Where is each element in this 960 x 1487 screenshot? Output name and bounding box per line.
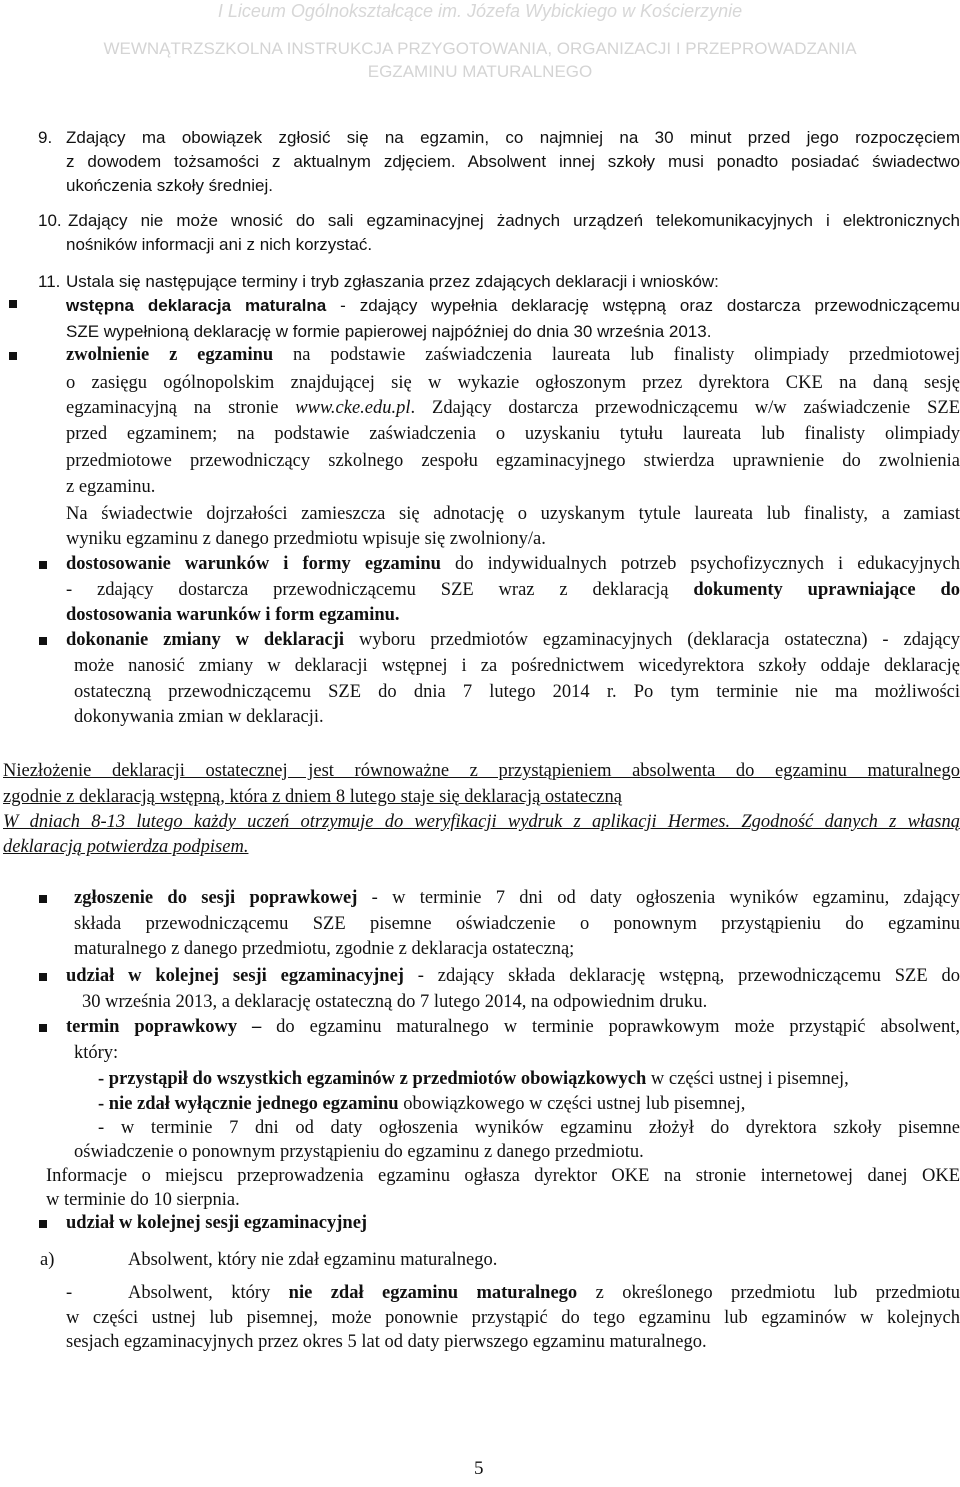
b1-line2: SZE wypełnioną deklarację w formie papierowej najpóźniej do dnia 30 września 2013.	[66, 322, 712, 341]
c2-line2: 30 września 2013, a deklarację ostateczną do 7 lutego 2014, na odpowiednim druku.	[82, 992, 708, 1012]
b3-line2-bold: dokumenty uprawniające do	[693, 580, 960, 600]
bullet-square-icon	[39, 1220, 47, 1228]
b1-line1-text: - zdający wypełnia deklarację wstępną oraz dostarcza przewodniczącemu	[326, 296, 960, 315]
c3-dash2-bold: - nie zdał wyłącznie jednego egzaminu	[98, 1094, 399, 1114]
c2-line1	[66, 964, 960, 990]
c3-dash2-text: obowiązkowego w części ustnej lub pisemnej,	[398, 1094, 746, 1114]
bullet-square-icon	[39, 973, 47, 981]
c4-dash: -	[66, 1283, 73, 1303]
item-10-line2: nośników informacji ani z nich korzystać.	[66, 235, 373, 254]
c1-bold-label: zgłoszenie do sesji poprawkowej	[74, 888, 358, 908]
b1-line1	[66, 293, 960, 318]
b3-line3-bold: dostosowania warunków i form egzaminu.	[66, 605, 400, 625]
b3-line3	[66, 603, 400, 629]
c4-d-line3: sesjach egzaminacyjnych przez okres 5 lat od daty pierwszego egzaminu maturalnego.	[66, 1332, 707, 1352]
page-number: 5	[474, 1458, 484, 1479]
b4-line3: ostateczną przewodniczącemu SZE do dnia 7 lutego 2014 r. Po tym terminie nie ma możliwości	[74, 682, 960, 702]
item-9-number: 9.	[38, 128, 53, 147]
b2-bold-label: zwolnienie z egzaminu	[66, 345, 274, 365]
c4-bold-label: udział w kolejnej sesji egzaminacyjnej	[66, 1213, 368, 1233]
bullet-square-icon	[9, 300, 17, 308]
bullet-square-icon	[39, 895, 47, 903]
b3-line2-text: - zdający dostarcza przewodniczącemu SZE wraz z deklaracją	[66, 580, 694, 600]
b4-bold-label: dokonanie zmiany w deklaracji	[66, 630, 345, 650]
b1-bold-label: wstępna deklaracja maturalna	[66, 296, 327, 315]
c1-line1-text: - w terminie 7 dni od daty ogłoszenia wyników egzaminu, zdający	[357, 888, 960, 908]
b2-line6: z egzaminu.	[66, 477, 156, 497]
c3-dash1-text: w części ustnej i pisemnej,	[646, 1069, 849, 1089]
c3-dash2	[98, 1092, 745, 1118]
c4-a-text: Absolwent, który nie zdał egzaminu maturalnego.	[128, 1250, 498, 1270]
item-9-line2: z dowodem tożsamości z aktualnym zdjęciem. Absolwent innej szkoły musi ponadto posiadać świadectwo	[66, 152, 960, 171]
c2-bold-label: udział w kolejnej sesji egzaminacyjnej	[66, 966, 404, 986]
bullet-square-icon	[39, 637, 47, 645]
b2-line7: Na świadectwie dojrzałości zamieszcza się adnotację o uzyskanym tytule laureata lub finalisty, a zamiast	[66, 504, 960, 524]
c2-line1-text: - zdający składa deklarację wstępną, przewodniczącemu SZE do	[403, 966, 960, 986]
c3-dash1-bold: - przystąpił do wszystkich egzaminów z przedmiotów obowiązkowych	[98, 1069, 647, 1089]
b3-bold-label: dostosowanie warunków i formy egzaminu	[66, 554, 441, 574]
c4-d-line1-text-end: z określonego przedmiotu lub przedmiotu	[577, 1283, 960, 1303]
b2-line3-text-end: . Zdający dostarcza przewodniczącemu w/w zaświadczenie SZE	[410, 398, 960, 418]
c3-line1	[66, 1015, 960, 1041]
b2-line4: przed egzaminem; na podstawie zaświadczenia o uzyskaniu tytułu laureata lub finalisty olimpiady	[66, 424, 960, 444]
c4-d-line1-bold: nie zdał egzaminu maturalnego	[288, 1283, 578, 1303]
c1-line1	[74, 886, 960, 912]
b4-line4: dokonywania zmian w deklaracji.	[74, 707, 324, 727]
header-title-line2: EGZAMINU MATURALNEGO	[367, 62, 593, 81]
b2-line8: wyniku egzaminu z danego przedmiotu wpisuje się zwolniony/a.	[66, 529, 546, 549]
b2-line3	[66, 396, 960, 422]
b4-line1-text: wyboru przedmiotów egzaminacyjnych (deklaracja ostateczna) - zdający	[344, 630, 960, 650]
c4-d-line1	[128, 1281, 960, 1307]
c3-info-line2: w terminie do 10 sierpnia.	[46, 1190, 240, 1210]
c1-line3: maturalnego z danego przedmiotu, zgodnie z deklaracja ostateczną;	[74, 939, 575, 959]
b4-line1	[66, 628, 960, 654]
cke-website-link[interactable]: www.cke.edu.pl	[295, 398, 411, 418]
c4-d-line2: w części ustnej lub pisemnej, może ponownie przystąpić do tego egzaminu lub egzaminów w kolejnych	[66, 1308, 960, 1328]
c3-dash3-line2: oświadczenie o ponownym przystąpieniu do egzaminu z danego przedmiotu.	[74, 1142, 644, 1162]
item-11-intro: Ustala się następujące terminy i tryb zgłaszania przez zdających deklaracji i wniosków:	[66, 272, 719, 291]
item-9-line3: ukończenia szkoły średniej.	[66, 176, 273, 195]
b2-line2: o zasięgu ogólnopolskim znajdującej się w wykazie ogłoszonym przez dyrektora CKE na daną sesję	[66, 373, 960, 393]
item-9-line1: Zdający ma obowiązek zgłosić się na egzamin, co najmniej na 30 minut przed jego rozpoczęciem	[66, 128, 960, 147]
b3-line2	[66, 578, 960, 604]
bullet-square-icon	[9, 352, 17, 360]
b4-line2: może nanosić zmiany w deklaracji wstępnej i za pośrednictwem wicedyrektora szkoły oddaje deklarację	[74, 656, 960, 676]
c3-info-line1: Informacje o miejscu przeprowadzenia egzaminu ogłasza dyrektor OKE na stronie internetowej danej OKE	[46, 1166, 960, 1186]
c3-dash3-line1: - w terminie 7 dni od daty ogłoszenia wyników egzaminu złożył do dyrektora szkoły pisemne	[98, 1118, 960, 1138]
bullet-square-icon	[39, 1024, 47, 1032]
b2-line3-text: egzaminacyjną na stronie	[66, 398, 296, 418]
notice-line4: deklaracją potwierdza podpisem.	[3, 837, 249, 857]
c3-line2: który:	[74, 1043, 119, 1063]
b2-line1	[66, 343, 960, 369]
item-10-line1: Zdający nie może wnosić do sali egzaminacyjnej żadnych urządzeń telekomunikacyjnych i elektronicznych	[68, 211, 960, 230]
c3-bold-label: termin poprawkowy –	[66, 1017, 262, 1037]
notice-line2: zgodnie z deklaracją wstępną, która z dniem 8 lutego staje się deklaracją ostateczną	[3, 787, 622, 807]
c3-dash1	[98, 1067, 849, 1093]
b2-line1-text: na podstawie zaświadczenia laureata lub finalisty olimpiady przedmiotowej	[273, 345, 960, 365]
bullet-square-icon	[39, 561, 47, 569]
item-11-number: 11.	[38, 272, 61, 291]
item-10-number: 10.	[38, 211, 62, 230]
c4-heading	[66, 1211, 367, 1237]
header-title-line1: WEWNĄTRZSZKOLNA INSTRUKCJA PRZYGOTOWANIA, ORGANIZACJI I PRZEPROWADZANIA	[103, 39, 857, 58]
b3-line1	[66, 552, 960, 578]
notice-line1: Niezłożenie deklaracji ostatecznej jest równoważne z przystąpieniem absolwenta do egzaminu maturalnego	[3, 761, 960, 781]
c1-line2: składa przewodniczącemu SZE pisemne oświadczenie o ponownym przystąpieniu do egzaminu	[74, 914, 960, 934]
c4-d-line1-text: Absolwent, który	[128, 1283, 289, 1303]
c4-a-label: a)	[40, 1250, 55, 1270]
b3-line1-text: do indywidualnych potrzeb psychofizycznych i edukacyjnych	[440, 554, 960, 574]
c3-line1-text: do egzaminu maturalnego w terminie poprawkowym może przystąpić absolwent,	[261, 1017, 960, 1037]
notice-line3: W dniach 8-13 lutego każdy uczeń otrzymuje do weryfikacji wydruk z aplikacji Hermes. Zgodność danych z własną	[3, 812, 960, 832]
header-school-name: I Liceum Ogólnokształcące im. Józefa Wybickiego w Kościerzynie	[217, 1, 743, 21]
b2-line5: przedmiotowe przewodniczący szkolnego zespołu egzaminacyjnego stwierdza uprawnienie do zwolnienia	[66, 451, 960, 471]
